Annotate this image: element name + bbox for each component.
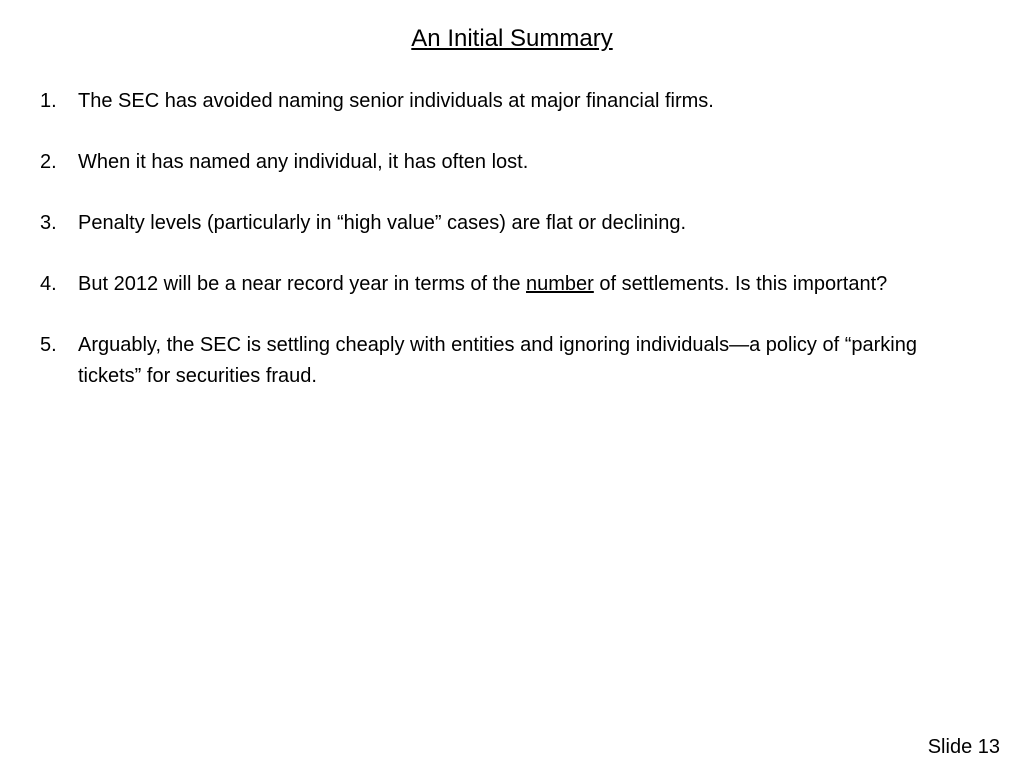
- list-item: [40, 86, 980, 117]
- item-text-after: of settlements. Is this important?: [593, 273, 888, 295]
- list-item: [40, 147, 980, 178]
- item-number: 5.: [40, 334, 57, 356]
- slide-title: An Initial Summary: [411, 25, 613, 52]
- item-text: The SEC has avoided naming senior individuals at major financial firms.: [78, 90, 714, 112]
- item-number: 2.: [40, 151, 57, 173]
- item-text-before: But 2012 will be a near record year in terms of the: [78, 273, 527, 295]
- summary-list: [40, 86, 980, 422]
- item-text-emphasis: number: [526, 273, 594, 295]
- slide-number: Slide 13: [927, 736, 1000, 758]
- item-text: When it has named any individual, it has often lost.: [78, 151, 529, 173]
- item-number: 3.: [40, 212, 57, 234]
- list-item: [40, 269, 980, 300]
- item-text: Penalty levels (particularly in “high value” cases) are flat or declining.: [78, 212, 687, 234]
- item-number: 1.: [40, 90, 57, 112]
- item-text: [78, 269, 980, 300]
- list-item: [40, 208, 980, 239]
- item-text: Arguably, the SEC is settling cheaply with entities and ignoring individuals—a policy of “parking tickets” for securities fraud.: [78, 334, 917, 387]
- list-item: [40, 330, 980, 392]
- item-number: 4.: [40, 273, 57, 295]
